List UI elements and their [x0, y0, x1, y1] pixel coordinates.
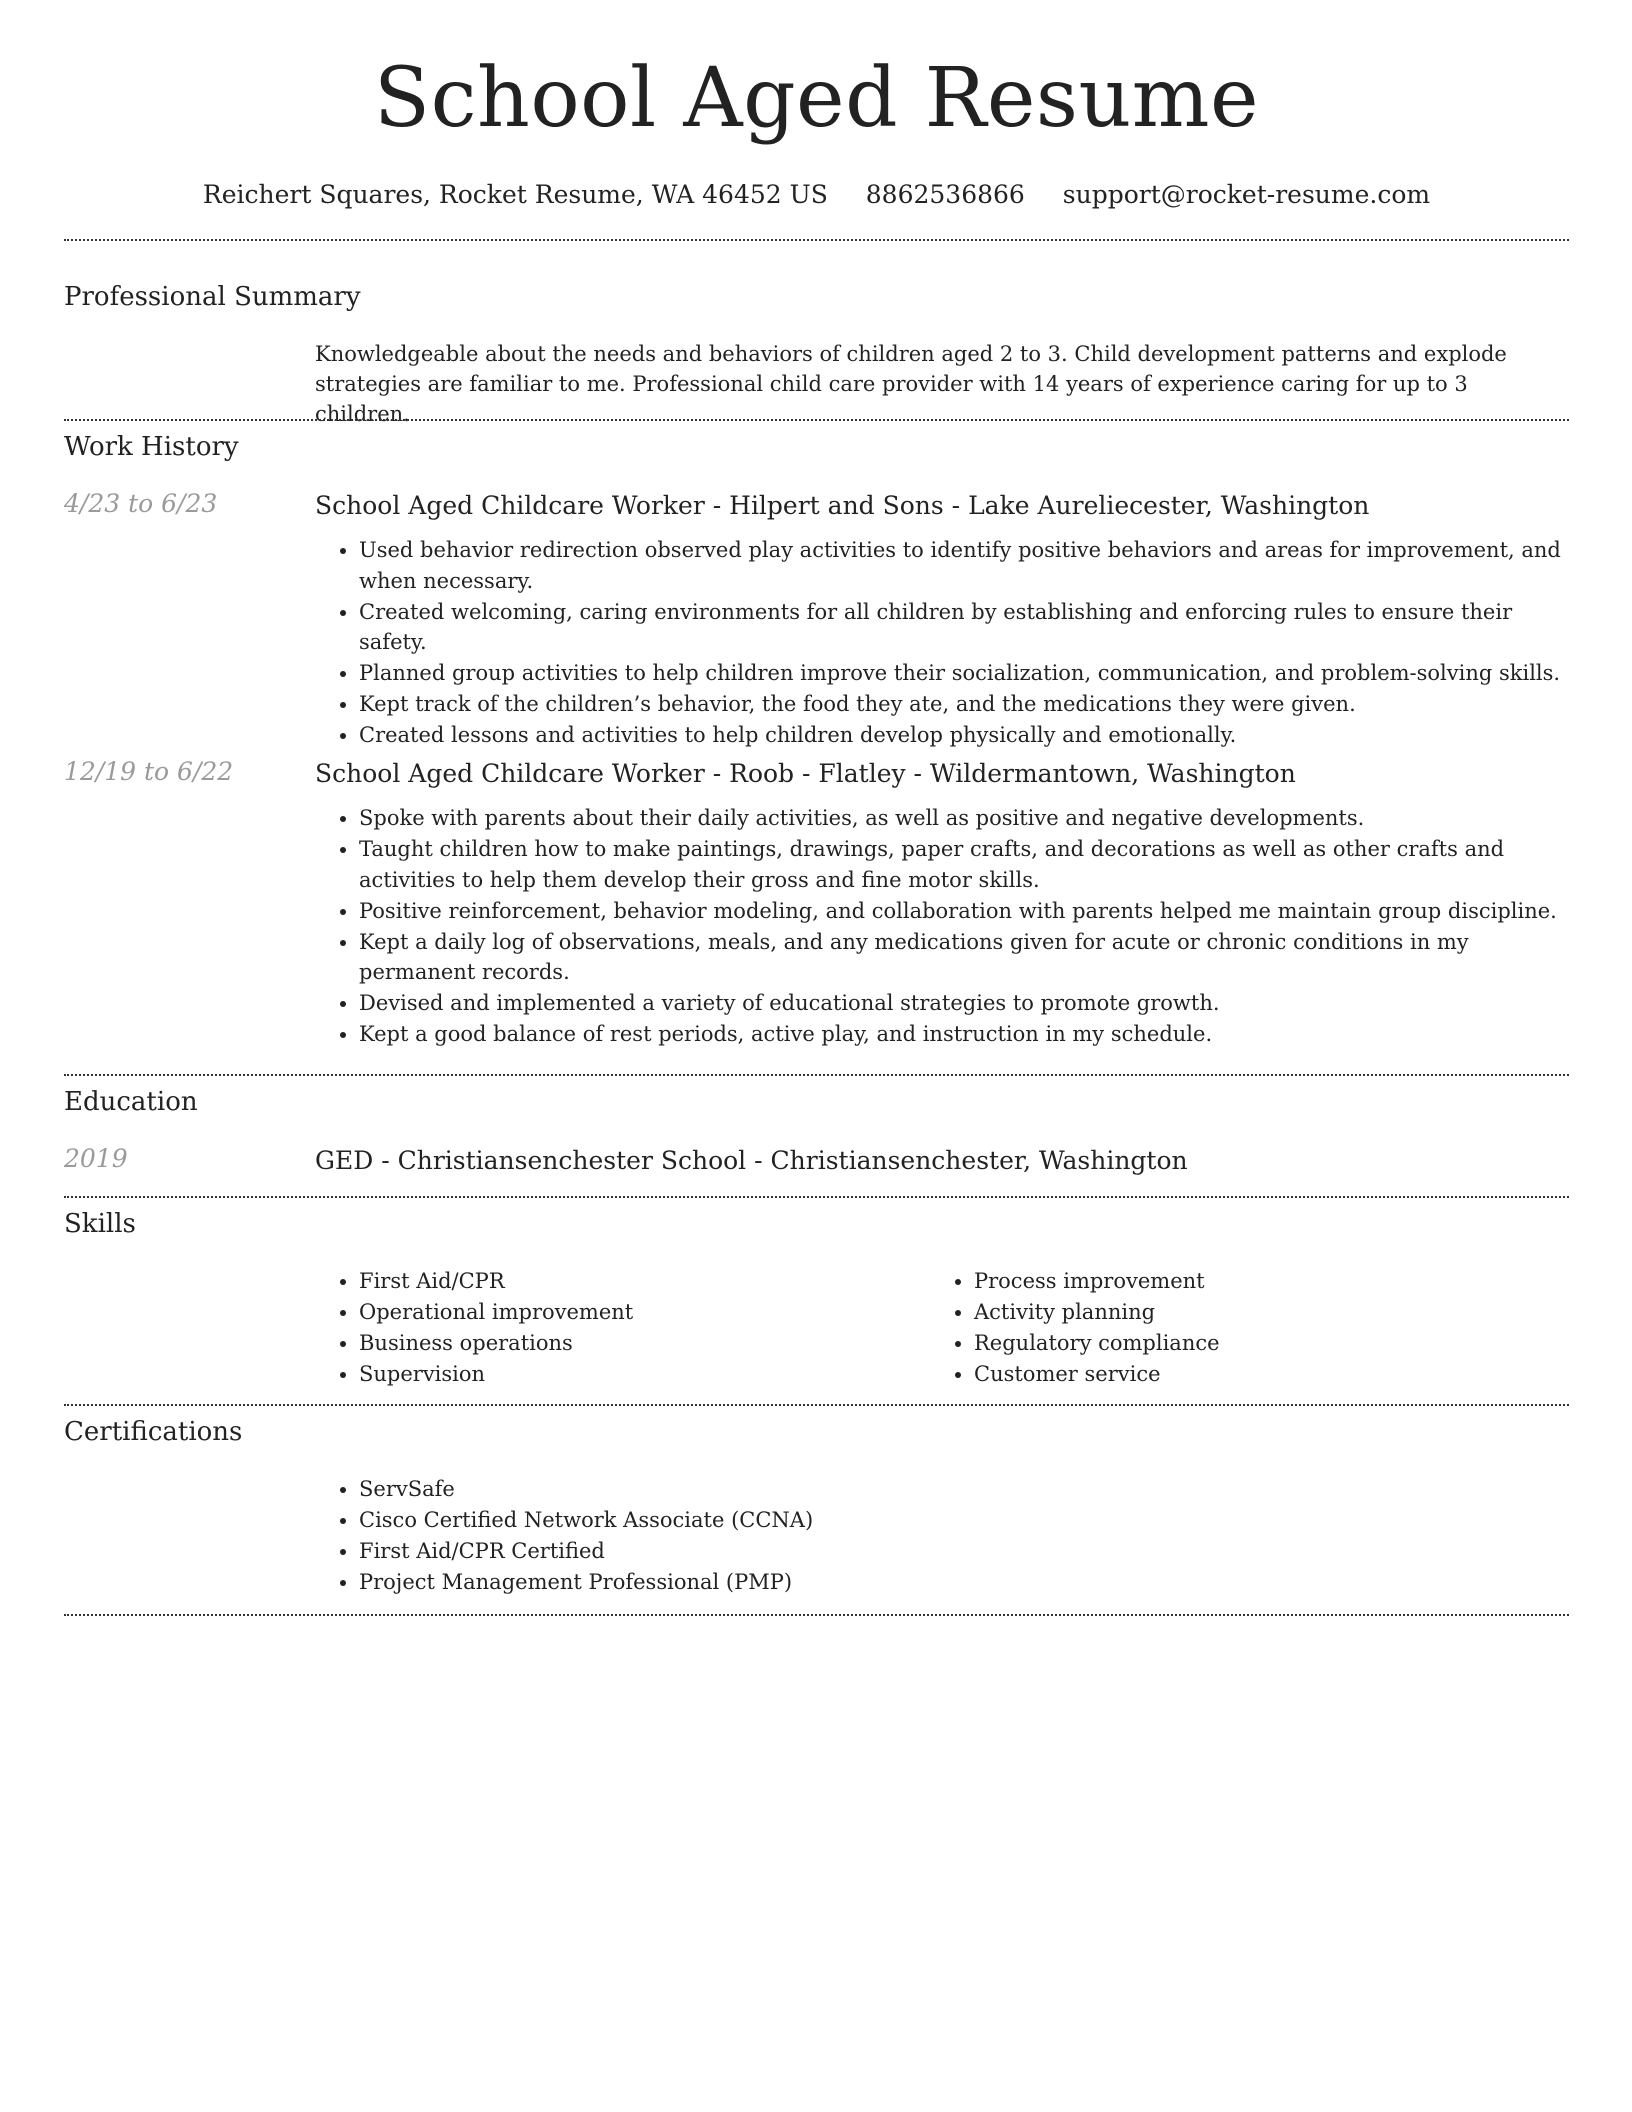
certifications-section	[64, 1417, 1569, 1594]
list-item: • Created lessons and activities to help children develop physically and emotionally.	[359, 720, 1569, 751]
resume-title: School Aged Resume	[373, 51, 1260, 146]
list-item: • First Aid/CPR	[359, 1266, 959, 1297]
resume-page	[64, 0, 1569, 1594]
education-heading: Education	[64, 1087, 198, 1117]
job-title: School Aged Childcare Worker - Hilpert and Sons - Lake Aureliecester, Washington	[315, 491, 1370, 520]
summary-text: Knowledgeable about the needs and behaviors of children aged 2 to 3. Child development patterns and explode strategies are familiar to me. Professional child care provider with 14 years of experience caring for up to 3 children.	[315, 342, 1507, 426]
list-item: • ServSafe	[359, 1474, 1569, 1505]
work-section	[64, 432, 1569, 1046]
job-title: School Aged Childcare Worker - Roob - Flatley - Wildermantown, Washington	[315, 759, 1296, 788]
list-item: • Customer service	[974, 1359, 1574, 1390]
list-item: • Created welcoming, caring environments for all children by establishing and enforcing rules to ensure their safety.	[359, 597, 1569, 658]
list-item: • Operational improvement	[359, 1297, 959, 1328]
skills-section	[64, 1209, 1569, 1386]
divider	[64, 419, 1569, 421]
list-item: • Kept a daily log of observations, meals, and any medications given for acute or chronic conditions in my permanent records.	[359, 927, 1569, 988]
certifications-heading: Certifications	[64, 1417, 243, 1447]
divider	[64, 1614, 1569, 1616]
skills-column-right	[930, 1266, 1574, 1390]
summary-heading: Professional Summary	[64, 282, 361, 312]
skills-list	[315, 1266, 1569, 1396]
list-item: • Devised and implemented a variety of educational strategies to promote growth.	[359, 988, 1569, 1019]
list-item: • Kept a good balance of rest periods, active play, and instruction in my schedule.	[359, 1019, 1569, 1050]
list-item: • Kept track of the children’s behavior, the food they ate, and the medications they were given.	[359, 689, 1569, 720]
certifications-list	[315, 1474, 1569, 1598]
job-dates: 4/23 to 6/23	[64, 489, 218, 518]
certifications-bullets	[315, 1474, 1569, 1598]
list-item: • Project Management Professional (PMP)	[359, 1567, 1569, 1598]
job-details	[315, 489, 1569, 751]
list-item: • Supervision	[359, 1359, 959, 1390]
skills-heading: Skills	[64, 1209, 136, 1239]
education-section	[64, 1087, 1569, 1175]
divider	[64, 1196, 1569, 1198]
divider	[64, 239, 1569, 241]
skills-column-left	[315, 1266, 959, 1390]
work-heading: Work History	[64, 432, 239, 462]
contact-address: Reichert Squares, Rocket Resume, WA 46452 US	[202, 180, 828, 209]
summary-section	[64, 282, 1569, 426]
list-item: • Positive reinforcement, behavior modeling, and collaboration with parents helped me maintain group discipline.	[359, 896, 1569, 927]
list-item: • Used behavior redirection observed play activities to identify positive behaviors and areas for improvement, and when necessary.	[359, 535, 1569, 596]
list-item: • Planned group activities to help children improve their socialization, communication, and problem-solving skills.	[359, 658, 1569, 689]
contact-phone: 8862536866	[865, 180, 1025, 209]
list-item: • Cisco Certified Network Associate (CCNA)	[359, 1505, 1569, 1536]
contact-line	[64, 178, 1569, 212]
list-item: • Spoke with parents about their daily activities, as well as positive and negative developments.	[359, 803, 1569, 834]
job-details	[315, 757, 1569, 1050]
list-item: • Business operations	[359, 1328, 959, 1359]
job-dates: 12/19 to 6/22	[64, 757, 234, 786]
divider	[64, 1074, 1569, 1076]
list-item: • Taught children how to make paintings, drawings, paper crafts, and decorations as well as other crafts and activities to help them develop their gross and fine motor skills.	[359, 834, 1569, 895]
list-item: • First Aid/CPR Certified	[359, 1536, 1569, 1567]
education-date: 2019	[64, 1144, 128, 1173]
contact-email: support@rocket-resume.com	[1062, 180, 1431, 209]
education-entry: GED - Christiansenchester School - Christiansenchester, Washington	[315, 1146, 1188, 1175]
divider	[64, 1404, 1569, 1406]
job-bullets	[315, 535, 1569, 751]
job-bullets	[315, 803, 1569, 1050]
list-item: • Process improvement	[974, 1266, 1574, 1297]
list-item: • Activity planning	[974, 1297, 1574, 1328]
list-item: • Regulatory compliance	[974, 1328, 1574, 1359]
